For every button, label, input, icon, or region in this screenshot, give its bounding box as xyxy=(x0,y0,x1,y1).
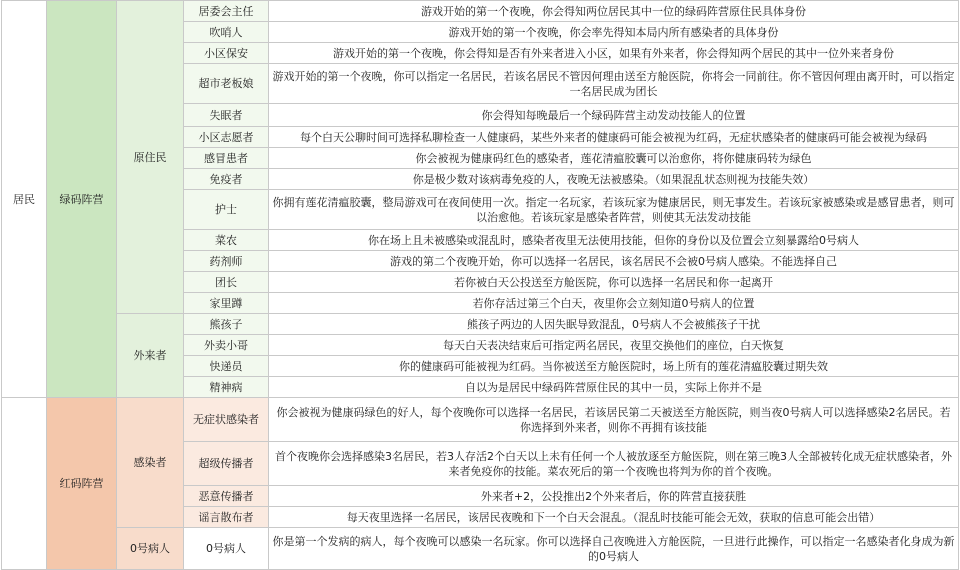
role-desc: 游戏开始的第一个夜晚，你会率先得知本局内所有感染者的具体身份 xyxy=(269,22,959,43)
role-desc: 你拥有莲花清瘟胶囊，整局游戏可在夜间使用一次。指定一名玩家，若该玩家为健康居民，则无事发生。若该玩家被感染或是感冒患者，则可以治愈他。若该玩家是感染者阵营，则使其无法发动技能 xyxy=(269,190,959,230)
role-desc: 熊孩子两边的人因失眠导致混乱，0号病人不会被熊孩子干扰 xyxy=(269,314,959,335)
role-desc: 外来者+2，公投推出2个外来者后，你的阵营直接获胜 xyxy=(269,486,959,507)
role-desc: 首个夜晚你会选择感染3名居民，若3人存活2个白天以上未有任何一个人被放逐至方舱医院，则在第三晚3人全部被转化成无症状感染者，外来者免疫你的技能。菜农死后的第一个夜晚也将判为你的首个夜晚。 xyxy=(269,442,959,486)
camp-cell-green: 绿码阵营 xyxy=(47,1,117,398)
role-desc: 游戏开始的第一个夜晚，你可以指定一名居民，若该名居民不管因何理由送至方舱医院，你将会一同前往。你不管因何理由离开时，可以指定一名居民成为团长 xyxy=(269,64,959,104)
role-name: 小区保安 xyxy=(184,43,269,64)
role-name: 吹哨人 xyxy=(184,22,269,43)
role-desc: 若你被白天公投送至方舱医院，你可以选择一名居民和你一起离开 xyxy=(269,272,959,293)
role-name: 外卖小哥 xyxy=(184,335,269,356)
role-desc: 你是第一个发病的病人，每个夜晚可以感染一名玩家。你可以选择自己夜晚进入方舱医院，一旦进行此操作，可以指定一名感染者化身成为新的0号病人 xyxy=(269,528,959,570)
role-desc: 每个白天公聊时间可选择私聊检查一人健康码，某些外来者的健康码可能会被视为红码，无症状感染者的健康码可能会被视为绿码 xyxy=(269,127,959,148)
role-name: 熊孩子 xyxy=(184,314,269,335)
subgroup-cell-native: 原住民 xyxy=(117,1,184,314)
role-name: 小区志愿者 xyxy=(184,127,269,148)
role-desc: 每天白天表决结束后可指定两名居民，夜里交换他们的座位，白天恢复 xyxy=(269,335,959,356)
main-group-cell: 居民 xyxy=(2,1,47,398)
role-desc: 若你存活过第三个白天，夜里你会立刻知道0号病人的位置 xyxy=(269,293,959,314)
role-desc: 你会被视为健康码绿色的好人，每个夜晚你可以选择一名居民，若该居民第二天被送至方舱医院，则当夜0号病人可以选择感染2名居民。若你选择到外来者，则你不再拥有该技能 xyxy=(269,398,959,442)
table-row xyxy=(2,1,959,22)
subgroup-cell-outsider: 外来者 xyxy=(117,314,184,398)
role-name: 超级传播者 xyxy=(184,442,269,486)
role-name: 精神病 xyxy=(184,377,269,398)
role-name: 快递员 xyxy=(184,356,269,377)
role-desc: 你会得知每晚最后一个绿码阵营主动发动技能人的位置 xyxy=(269,104,959,127)
subgroup-cell-patient-zero: 0号病人 xyxy=(117,528,184,570)
role-name: 超市老板娘 xyxy=(184,64,269,104)
role-name: 免疫者 xyxy=(184,169,269,190)
role-desc: 你的健康码可能被视为红码。当你被送至方舱医院时，场上所有的莲花清瘟胶囊过期失效 xyxy=(269,356,959,377)
role-name: 护士 xyxy=(184,190,269,230)
table-row xyxy=(2,398,959,442)
role-name: 家里蹲 xyxy=(184,293,269,314)
role-name: 无症状感染者 xyxy=(184,398,269,442)
role-name: 居委会主任 xyxy=(184,1,269,22)
role-desc: 你是极少数对该病毒免疫的人，夜晚无法被感染。（如果混乱状态则视为技能失效） xyxy=(269,169,959,190)
role-name: 失眠者 xyxy=(184,104,269,127)
role-name: 药剂师 xyxy=(184,251,269,272)
role-name: 菜农 xyxy=(184,230,269,251)
role-name: 0号病人 xyxy=(184,528,269,570)
role-name: 感冒患者 xyxy=(184,148,269,169)
role-desc: 自以为是居民中绿码阵营原住民的其中一员，实际上你并不是 xyxy=(269,377,959,398)
table-row xyxy=(2,314,959,335)
role-desc: 游戏开始的第一个夜晚，你会得知是否有外来者进入小区，如果有外来者，你会得知两个居民的其中一位外来者身份 xyxy=(269,43,959,64)
role-name: 团长 xyxy=(184,272,269,293)
role-desc: 你在场上且未被感染或混乱时，感染者夜里无法使用技能，但你的身份以及位置会立刻暴露给0号病人 xyxy=(269,230,959,251)
camp-cell-red: 红码阵营 xyxy=(47,398,117,570)
role-desc: 游戏的第二个夜晚开始，你可以选择一名居民，该名居民不会被0号病人感染。不能选择自己 xyxy=(269,251,959,272)
subgroup-cell-infected: 感染者 xyxy=(117,398,184,528)
main-group-cell-empty xyxy=(2,398,47,570)
role-desc: 游戏开始的第一个夜晚，你会得知两位居民其中一位的绿码阵营原住民具体身份 xyxy=(269,1,959,22)
table-row xyxy=(2,528,959,570)
role-table xyxy=(1,0,959,570)
role-desc: 你会被视为健康码红色的感染者，莲花清瘟胶囊可以治愈你，将你健康码转为绿色 xyxy=(269,148,959,169)
role-name: 恶意传播者 xyxy=(184,486,269,507)
role-desc: 每天夜里选择一名居民，该居民夜晚和下一个白天会混乱。（混乱时技能可能会无效，获取的信息可能会出错） xyxy=(269,507,959,528)
role-name: 谣言散布者 xyxy=(184,507,269,528)
